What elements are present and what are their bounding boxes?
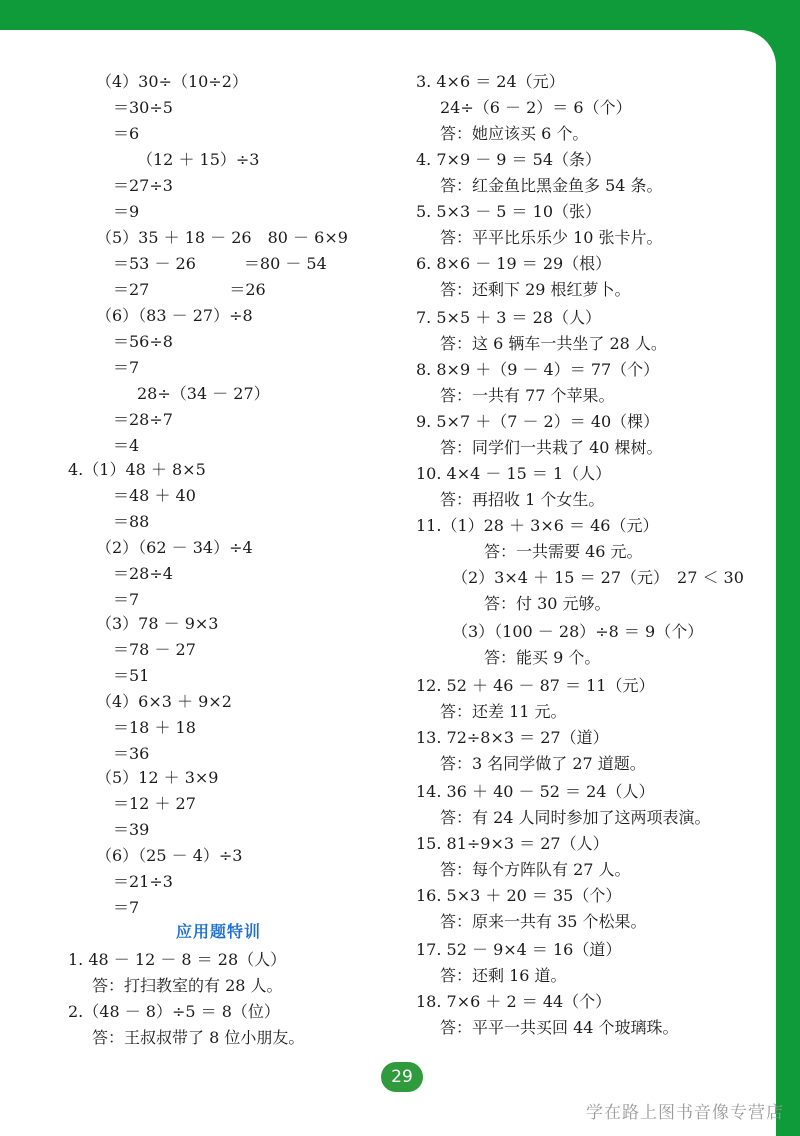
math-line: ＝7: [113, 590, 140, 609]
math-line: ＝48 ＋ 40: [113, 486, 196, 505]
math-line: （5）12 ＋ 3×9: [96, 768, 219, 787]
math-line: ＝7: [113, 898, 140, 917]
page-number-badge: 29: [381, 1062, 423, 1092]
problem-line: 13. 72÷8×3 ＝ 27（道）: [416, 728, 609, 747]
math-line: （2）（62 － 34）÷4: [96, 538, 253, 557]
answer-line: 答：能买 9 个。: [484, 648, 601, 667]
answer-line: 答：每个方阵队有 27 人。: [440, 860, 631, 879]
math-line: 24÷（6 － 2）＝ 6（个）: [440, 98, 632, 117]
problem-line: （3）（100 － 28）÷8 ＝ 9（个）: [452, 622, 704, 641]
math-line: 28÷（34 － 27）: [137, 384, 270, 403]
math-line: （3）78 － 9×3: [96, 614, 219, 633]
problem-line: 11.（1）28 ＋ 3×6 ＝ 46（元）: [416, 516, 659, 535]
math-line: ＝27÷3: [113, 176, 173, 195]
problem-line: 17. 52 － 9×4 ＝ 16（道）: [416, 940, 622, 959]
answer-line: 答：原来一共有 35 个松果。: [440, 912, 647, 931]
problem-line: 9. 5×7 ＋（7 － 2）＝ 40（棵）: [416, 412, 660, 431]
math-line: ＝53 － 26 ＝80 － 54: [113, 254, 327, 273]
answer-line: 答：一共有 77 个苹果。: [440, 386, 615, 405]
math-line: ＝36: [113, 744, 150, 763]
problem-line: 2.（48 － 8）÷5 ＝ 8（位）: [68, 1002, 280, 1021]
math-line: 4.（1）48 ＋ 8×5: [68, 460, 206, 479]
math-line: ＝28÷7: [113, 410, 173, 429]
answer-line: 答：再招收 1 个女生。: [440, 490, 605, 509]
problem-line: 12. 52 ＋ 46 － 87 ＝ 11（元）: [416, 676, 655, 695]
answer-line: 答：付 30 元够。: [484, 594, 611, 613]
math-line: ＝88: [113, 512, 150, 531]
store-watermark: 学在路上图书音像专营店: [586, 1103, 784, 1123]
answer-line: 答：一共需要 46 元。: [484, 542, 643, 561]
math-line: ＝4: [113, 436, 140, 455]
math-line: ＝27 ＝26: [113, 280, 266, 299]
math-line: ＝51: [113, 666, 150, 685]
answer-line: 答：王叔叔带了 8 位小朋友。: [92, 1028, 305, 1047]
answer-line: 答：平平比乐乐少 10 张卡片。: [440, 228, 663, 247]
math-line: （6）（83 － 27）÷8: [96, 306, 253, 325]
math-line: ＝28÷4: [113, 564, 173, 583]
math-line: （6）（25 － 4）÷3: [96, 846, 243, 865]
problem-line: 16. 5×3 ＋ 20 ＝ 35（个）: [416, 886, 622, 905]
problem-line: 5. 5×3 － 5 ＝ 10（张）: [416, 202, 602, 221]
answer-line: 答：红金鱼比黑金鱼多 54 条。: [440, 176, 663, 195]
answer-line: 答：打扫教室的有 28 人。: [92, 976, 283, 995]
math-line: （4）30÷（10÷2）: [96, 72, 248, 91]
answer-line: 答：同学们一共栽了 40 棵树。: [440, 438, 663, 457]
math-line: （12 ＋ 15）÷3: [137, 150, 260, 169]
answer-line: 答：有 24 人同时参加了这两项表演。: [440, 808, 711, 827]
problem-line: 10. 4×4 － 15 ＝ 1（人）: [416, 464, 612, 483]
math-line: ＝12 ＋ 27: [113, 794, 196, 813]
math-line: ＝78 － 27: [113, 640, 196, 659]
math-line: ＝7: [113, 358, 140, 377]
problem-line: 7. 5×5 ＋ 3 ＝ 28（人）: [416, 308, 602, 327]
problem-line: 15. 81÷9×3 ＝ 27（人）: [416, 834, 609, 853]
problem-line: 18. 7×6 ＋ 2 ＝ 44（个）: [416, 992, 612, 1011]
math-line: ＝21÷3: [113, 872, 173, 891]
math-line: ＝9: [113, 202, 140, 221]
math-line: ＝6: [113, 124, 140, 143]
problem-line: 14. 36 ＋ 40 － 52 ＝ 24（人）: [416, 782, 655, 801]
problem-line: 8. 8×9 ＋（9 － 4）＝ 77（个）: [416, 360, 660, 379]
answer-line: 答：还剩下 29 根红萝卜。: [440, 280, 631, 299]
math-line: ＝30÷5: [113, 98, 173, 117]
section-title: 应用题特训: [176, 922, 262, 941]
problem-line: 6. 8×6 － 19 ＝ 29（根）: [416, 254, 612, 273]
math-line: ＝18 ＋ 18: [113, 718, 196, 737]
answer-line: 答：这 6 辆车一共坐了 28 人。: [440, 334, 667, 353]
problem-line: 3. 4×6 ＝ 24（元）: [416, 72, 565, 91]
math-line: ＝56÷8: [113, 332, 173, 351]
answer-line: 答：平平一共买回 44 个玻璃珠。: [440, 1018, 679, 1037]
answer-line: 答：3 名同学做了 27 道题。: [440, 754, 646, 773]
problem-line: 1. 48 － 12 － 8 ＝ 28（人）: [68, 950, 287, 969]
math-line: ＝39: [113, 820, 150, 839]
math-line: （4）6×3 ＋ 9×2: [96, 692, 232, 711]
math-line: （5）35 ＋ 18 － 26 80 － 6×9: [96, 228, 348, 247]
answer-line: 答：她应该买 6 个。: [440, 124, 589, 143]
answer-line: 答：还剩 16 道。: [440, 966, 567, 985]
answer-line: 答：还差 11 元。: [440, 702, 567, 721]
problem-line: 4. 7×9 － 9 ＝ 54（条）: [416, 150, 602, 169]
problem-line: （2）3×4 ＋ 15 ＝ 27（元） 27 ＜ 30: [452, 568, 744, 587]
